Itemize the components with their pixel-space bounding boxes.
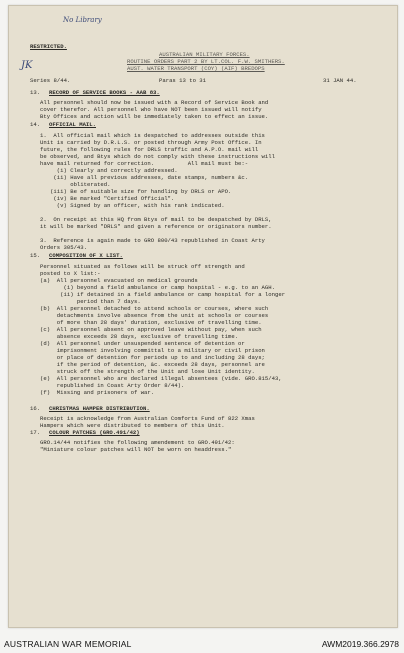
body-line: 2. On receipt at this HQ from Btys of mail to be despatched by DRLS,	[40, 216, 272, 223]
institution-name: AUSTRALIAN WAR MEMORIAL	[4, 639, 132, 649]
body-line: future, the following rules for DRLS traffic and A.P.O. mail will	[40, 146, 259, 153]
section-title: RECORD OF SERVICE BOOKS - AAB 83.	[49, 89, 160, 96]
body-line: detachments involve absence from the unit at schools or courses	[40, 312, 269, 319]
section-number: 15.	[30, 252, 41, 259]
body-line: Receipt is acknowledge from Australian Comforts Fund of 822 Xmas	[40, 415, 255, 422]
org-heading: AUSTRALIAN MILITARY FORCES.	[159, 51, 250, 58]
body-line: (i) Clearly and correctly addressed.	[40, 167, 178, 174]
section-number: 13.	[30, 89, 41, 96]
body-line: imprisonment involving committal to a military or civil prison	[40, 347, 265, 354]
body-line: (ii) if detained in a field ambulance or camp hospital for a longer	[40, 291, 286, 298]
body-line: (e) All personnel who are declared illegal absentees (vide. GRO.815/43,	[40, 375, 282, 382]
body-line: be observed, and Btys which do not comply with these instructions will	[40, 153, 275, 160]
section-title: COLOUR PATCHES (GRO.491/42)	[49, 429, 140, 436]
footer-bar	[0, 634, 404, 653]
body-line: of more than 28 days' duration, exclusive of travelling time.	[40, 319, 262, 326]
body-line: have mail returned for correction. All mail must be:-	[40, 160, 249, 167]
body-line: struck off the strength of the Unit and lose Unit identity.	[40, 368, 255, 375]
body-line: (i) beyond a field ambulance or camp hospital - e.g. to an AGH.	[40, 284, 275, 291]
body-line: Hampers which were distributed to members of this Unit.	[40, 422, 225, 429]
series-number: Series 8/44.	[30, 77, 71, 84]
section-title: CHRISTMAS HAMPER DISTRIBUTION.	[49, 405, 150, 412]
body-line: Orders 305/43.	[40, 244, 87, 251]
section-number: 17.	[30, 429, 41, 436]
body-line: if the period of detention, &c. exceeds 28 days, personnel are	[40, 361, 265, 368]
document-page	[8, 5, 398, 628]
body-line: Unit is carried by D.R.L.S. or posted through Army Post Office. In	[40, 139, 262, 146]
section-number: 14.	[30, 121, 41, 128]
section-number: 16.	[30, 405, 41, 412]
paras-range: Paras 13 to 31	[159, 77, 206, 84]
order-date: 31 JAN 44.	[323, 77, 357, 84]
body-line: period than 7 days.	[40, 298, 141, 305]
body-line: Personnel situated as follows will be struck off strength and	[40, 263, 245, 270]
body-line: (f) Missing and prisoners of war.	[40, 389, 155, 396]
body-line: 3. Reference is again made to GRO 800/43 republished in Coast Arty	[40, 237, 265, 244]
handwritten-initials: JK	[21, 60, 33, 71]
body-line: (c) All personnel absent on approved leave without pay, when such	[40, 326, 262, 333]
body-line: (a) All personnel evacuated on medical grounds	[40, 277, 198, 284]
handwritten-note: No Library	[63, 16, 102, 24]
body-line: (iv) Be marked "Certified Official".	[40, 195, 175, 202]
body-line: republished in Coast Arty Order 8/44).	[40, 382, 185, 389]
body-line: All personnel should now be issued with a Record of Service Book and	[40, 99, 269, 106]
body-line: posted to X list:-	[40, 270, 101, 277]
body-line: it will be marked "DRLS" and given a reference or originators number.	[40, 223, 272, 230]
catalogue-number: AWM2019.366.2978	[321, 639, 399, 649]
restricted-label: RESTRICTED.	[30, 43, 67, 50]
body-line: Bty Offices and action will be immediately taken to effect an issue.	[40, 113, 269, 120]
body-line: (v) Signed by an officer, with his rank indicated.	[40, 202, 225, 209]
body-line: "Miniature colour patches will NOT be worn on headdress."	[40, 446, 232, 453]
body-line: (iii) Be of suitable size for handling by DRLS or APO.	[40, 188, 232, 195]
body-line: (b) All personnel detached to attend schools or courses, where such	[40, 305, 269, 312]
body-line: 1. All official mail which is despatched to addresses outside this	[40, 132, 265, 139]
unit-heading: AUST. WATER TRANSPORT (COY) (AIF) BREDOPS	[127, 65, 265, 72]
body-line: absence exceeds 28 days, exclusive of travelling time.	[40, 333, 239, 340]
body-line: or place of detention for periods up to and including 28 days;	[40, 354, 265, 361]
section-title: COMPOSITION OF X LIST.	[49, 252, 123, 259]
body-line: obliterated.	[40, 181, 111, 188]
body-line: cover therefor. All personnel who have NOT been issued will notify	[40, 106, 262, 113]
orders-heading: ROUTINE ORDERS PART 2 BY LT.COL. F.W. SMITHERS.	[127, 58, 285, 65]
body-line: GRO.14/44 notifies the following amendement to GRO.491/42:	[40, 439, 235, 446]
body-line: (d) All personnel under unsuspended sentence of detention or	[40, 340, 245, 347]
body-line: (ii) Have all previous addresses, date stamps, numbers &c.	[40, 174, 249, 181]
section-title: OFFICIAL MAIL.	[49, 121, 96, 128]
